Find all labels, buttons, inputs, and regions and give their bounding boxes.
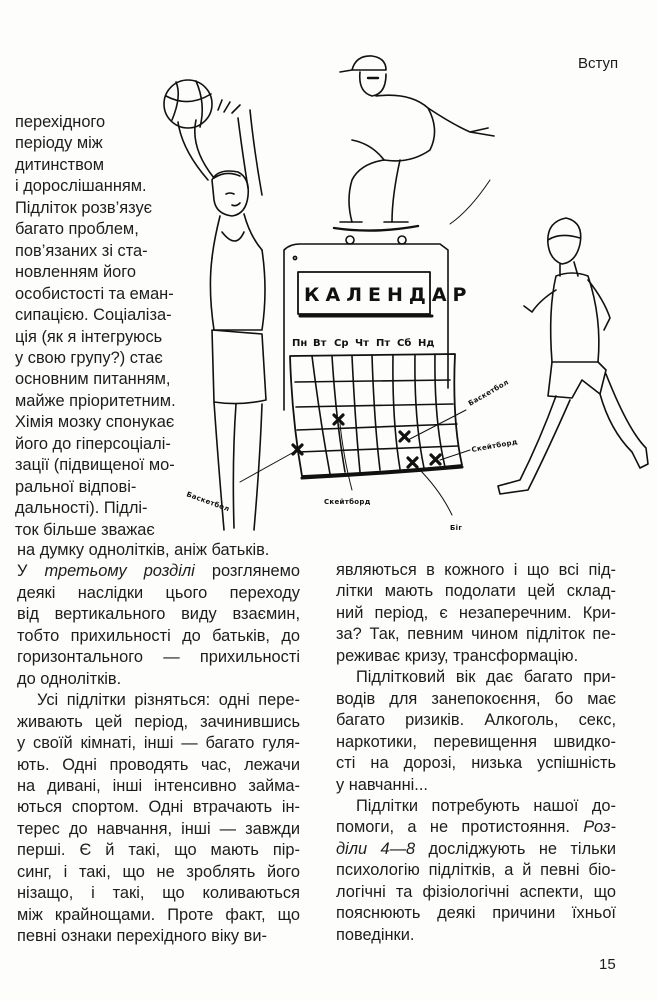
text-line — [336, 603, 616, 623]
text-line: зації (підвищеної мо- — [15, 456, 175, 475]
text-line — [17, 647, 300, 667]
text-segment: терес до навчання, інші — завжди — [17, 819, 300, 838]
text-line: ток більше зважає — [15, 520, 155, 539]
text-line — [336, 581, 616, 601]
text-segment: являються в кожного і що всі під- — [336, 561, 616, 579]
text-line — [336, 646, 616, 666]
label-basketball-right: Баскетбол — [467, 378, 511, 408]
italic-text: діли 4—8 — [336, 839, 416, 858]
text-segment: синг, і такі, що не зроблять його — [17, 862, 300, 881]
text-line — [336, 882, 616, 902]
text-line — [17, 583, 300, 603]
calendar-day-label: Ср — [334, 338, 349, 349]
text-segment: нізащо, і такі, що коливаються — [17, 884, 300, 903]
text-line — [336, 860, 616, 880]
text-segment: на думку однолітків, аніж батьків. — [17, 541, 270, 559]
text-segment: психологію підлітків, а й певні біо- — [336, 861, 616, 880]
text-line: його до гіперсоціалі- — [15, 434, 171, 453]
running-header: Вступ — [578, 55, 619, 72]
text-line: новленням його — [15, 263, 136, 282]
text-segment: водів для занепокоєння, бо має — [336, 689, 616, 708]
text-segment: логічні та фізіологічні аспекти, що — [336, 882, 616, 901]
text-line — [17, 540, 300, 560]
text-line — [17, 776, 300, 796]
text-segment: помоги, а не протистояння. — [336, 818, 584, 837]
text-line — [336, 689, 616, 709]
text-line: ція (як я інтегруюсь — [15, 327, 163, 346]
text-line: майже пріоритетним. — [15, 391, 176, 410]
text-line — [336, 560, 616, 580]
text-segment: розглянемо — [194, 562, 300, 581]
text-segment: певні ознаки перехідного віку ви- — [17, 927, 267, 946]
text-segment: У — [17, 562, 45, 581]
calendar-day-label: Чт — [355, 338, 369, 349]
calendar-day-label: Вт — [313, 338, 327, 349]
text-line: перехідного — [15, 113, 106, 131]
text-line: ральної відпові- — [15, 477, 137, 496]
text-line: Підліток розв’язує — [15, 198, 153, 217]
page-number: 15 — [599, 956, 616, 973]
text-segment: у навчанні... — [336, 775, 428, 794]
label-skateboard-right: Скейтборд — [470, 437, 519, 454]
text-segment: між крайнощами. Проте факт, що — [17, 905, 300, 924]
text-line — [17, 840, 300, 860]
text-line: Хімія мозку спонукає — [15, 413, 175, 432]
text-line: дитинством — [15, 155, 105, 174]
text-segment: Усі підлітки різняться: одні пере- — [37, 691, 300, 710]
text-segment: пояснюють деякі причини їхньої — [336, 904, 616, 923]
text-line — [17, 733, 300, 753]
text-line — [17, 755, 300, 775]
text-line — [17, 626, 300, 646]
text-segment: деякі наслідки цього переходу — [17, 583, 300, 602]
text-segment: до однолітків. — [17, 669, 122, 688]
text-segment: на дивані, інші інтенсивно займа- — [17, 776, 300, 795]
text-line — [17, 604, 300, 624]
text-line — [17, 862, 300, 882]
text-segment: Підлітковий вік дає багато при- — [356, 668, 616, 687]
text-segment: досліджують не тільки — [415, 839, 616, 858]
calendar-day-label: Сб — [397, 338, 412, 349]
text-line — [17, 561, 300, 581]
text-line — [37, 690, 300, 710]
text-line — [17, 883, 300, 903]
text-line — [336, 839, 616, 859]
text-line — [17, 819, 300, 839]
text-segment: ються спортом. Одні втрачають ін- — [17, 798, 300, 817]
text-line — [336, 775, 616, 795]
text-line — [336, 903, 616, 923]
calendar-day-label: Пт — [376, 338, 391, 349]
text-line — [17, 712, 300, 732]
text-segment: живають цей період, зачинившись — [17, 712, 300, 731]
calendar-title: КАЛЕНДАР — [304, 284, 473, 306]
text-line: багато проблем, — [15, 220, 139, 239]
text-line: і дорослішанням. — [15, 177, 147, 196]
text-segment: літки мають подолати цей склад- — [336, 582, 616, 601]
text-segment: перші. Є й такі, що мають пір- — [17, 841, 300, 860]
text-line: у свою групу?) стає — [15, 348, 163, 367]
text-segment: у своїй кімнаті, інші — багато гуля- — [17, 734, 300, 753]
italic-text: Роз- — [583, 818, 616, 837]
text-line: особистості та еман- — [15, 284, 174, 303]
text-line — [17, 797, 300, 817]
text-line — [356, 667, 616, 687]
text-line: сипацією. Соціаліза- — [15, 306, 172, 325]
text-segment: наркотики, перевищення швидко- — [336, 732, 616, 751]
text-line — [17, 926, 300, 946]
text-segment: тобто прихильності до батьків, до — [17, 626, 300, 645]
text-segment: від вертикального виду взаємин, — [17, 605, 300, 624]
text-line — [336, 732, 616, 752]
text-segment: Підлітки потребують нашої до- — [356, 796, 616, 815]
text-line: пов’язаних зі ста- — [15, 241, 148, 260]
text-line: дальності). Підлі- — [15, 499, 148, 518]
text-segment: сті на дорозі, низька успішність — [336, 754, 616, 773]
italic-text: третьому розділі — [44, 562, 195, 581]
text-line — [336, 817, 616, 837]
text-segment: багато ризиків. Алкоголь, секс, — [336, 711, 616, 730]
label-basketball-left: Баскетбол — [185, 490, 231, 514]
text-line — [17, 669, 300, 689]
text-segment: горизонтального — прихильності — [17, 648, 300, 667]
text-line — [336, 925, 616, 945]
label-run: Біг — [450, 524, 463, 532]
text-line — [17, 905, 300, 925]
text-line — [336, 753, 616, 773]
text-segment: ють. Одні проводять час, лежачи — [17, 755, 300, 774]
text-segment: ний період, є незаперечним. Кри- — [336, 603, 616, 622]
text-line: періоду між — [15, 134, 103, 153]
label-skateboard-bottom: Скейтборд — [324, 498, 371, 506]
text-segment: поведінки. — [336, 925, 415, 944]
text-segment: реживає кризу, трансформацію. — [336, 646, 579, 665]
text-line — [336, 710, 616, 730]
calendar-day-label: Пн — [292, 338, 308, 349]
text-line — [356, 796, 616, 816]
text-line — [336, 624, 616, 644]
calendar-day-label: Нд — [418, 338, 435, 349]
text-line: основним питанням, — [15, 370, 171, 389]
text-segment: за? Так, певним чином підліток пе- — [336, 625, 616, 644]
